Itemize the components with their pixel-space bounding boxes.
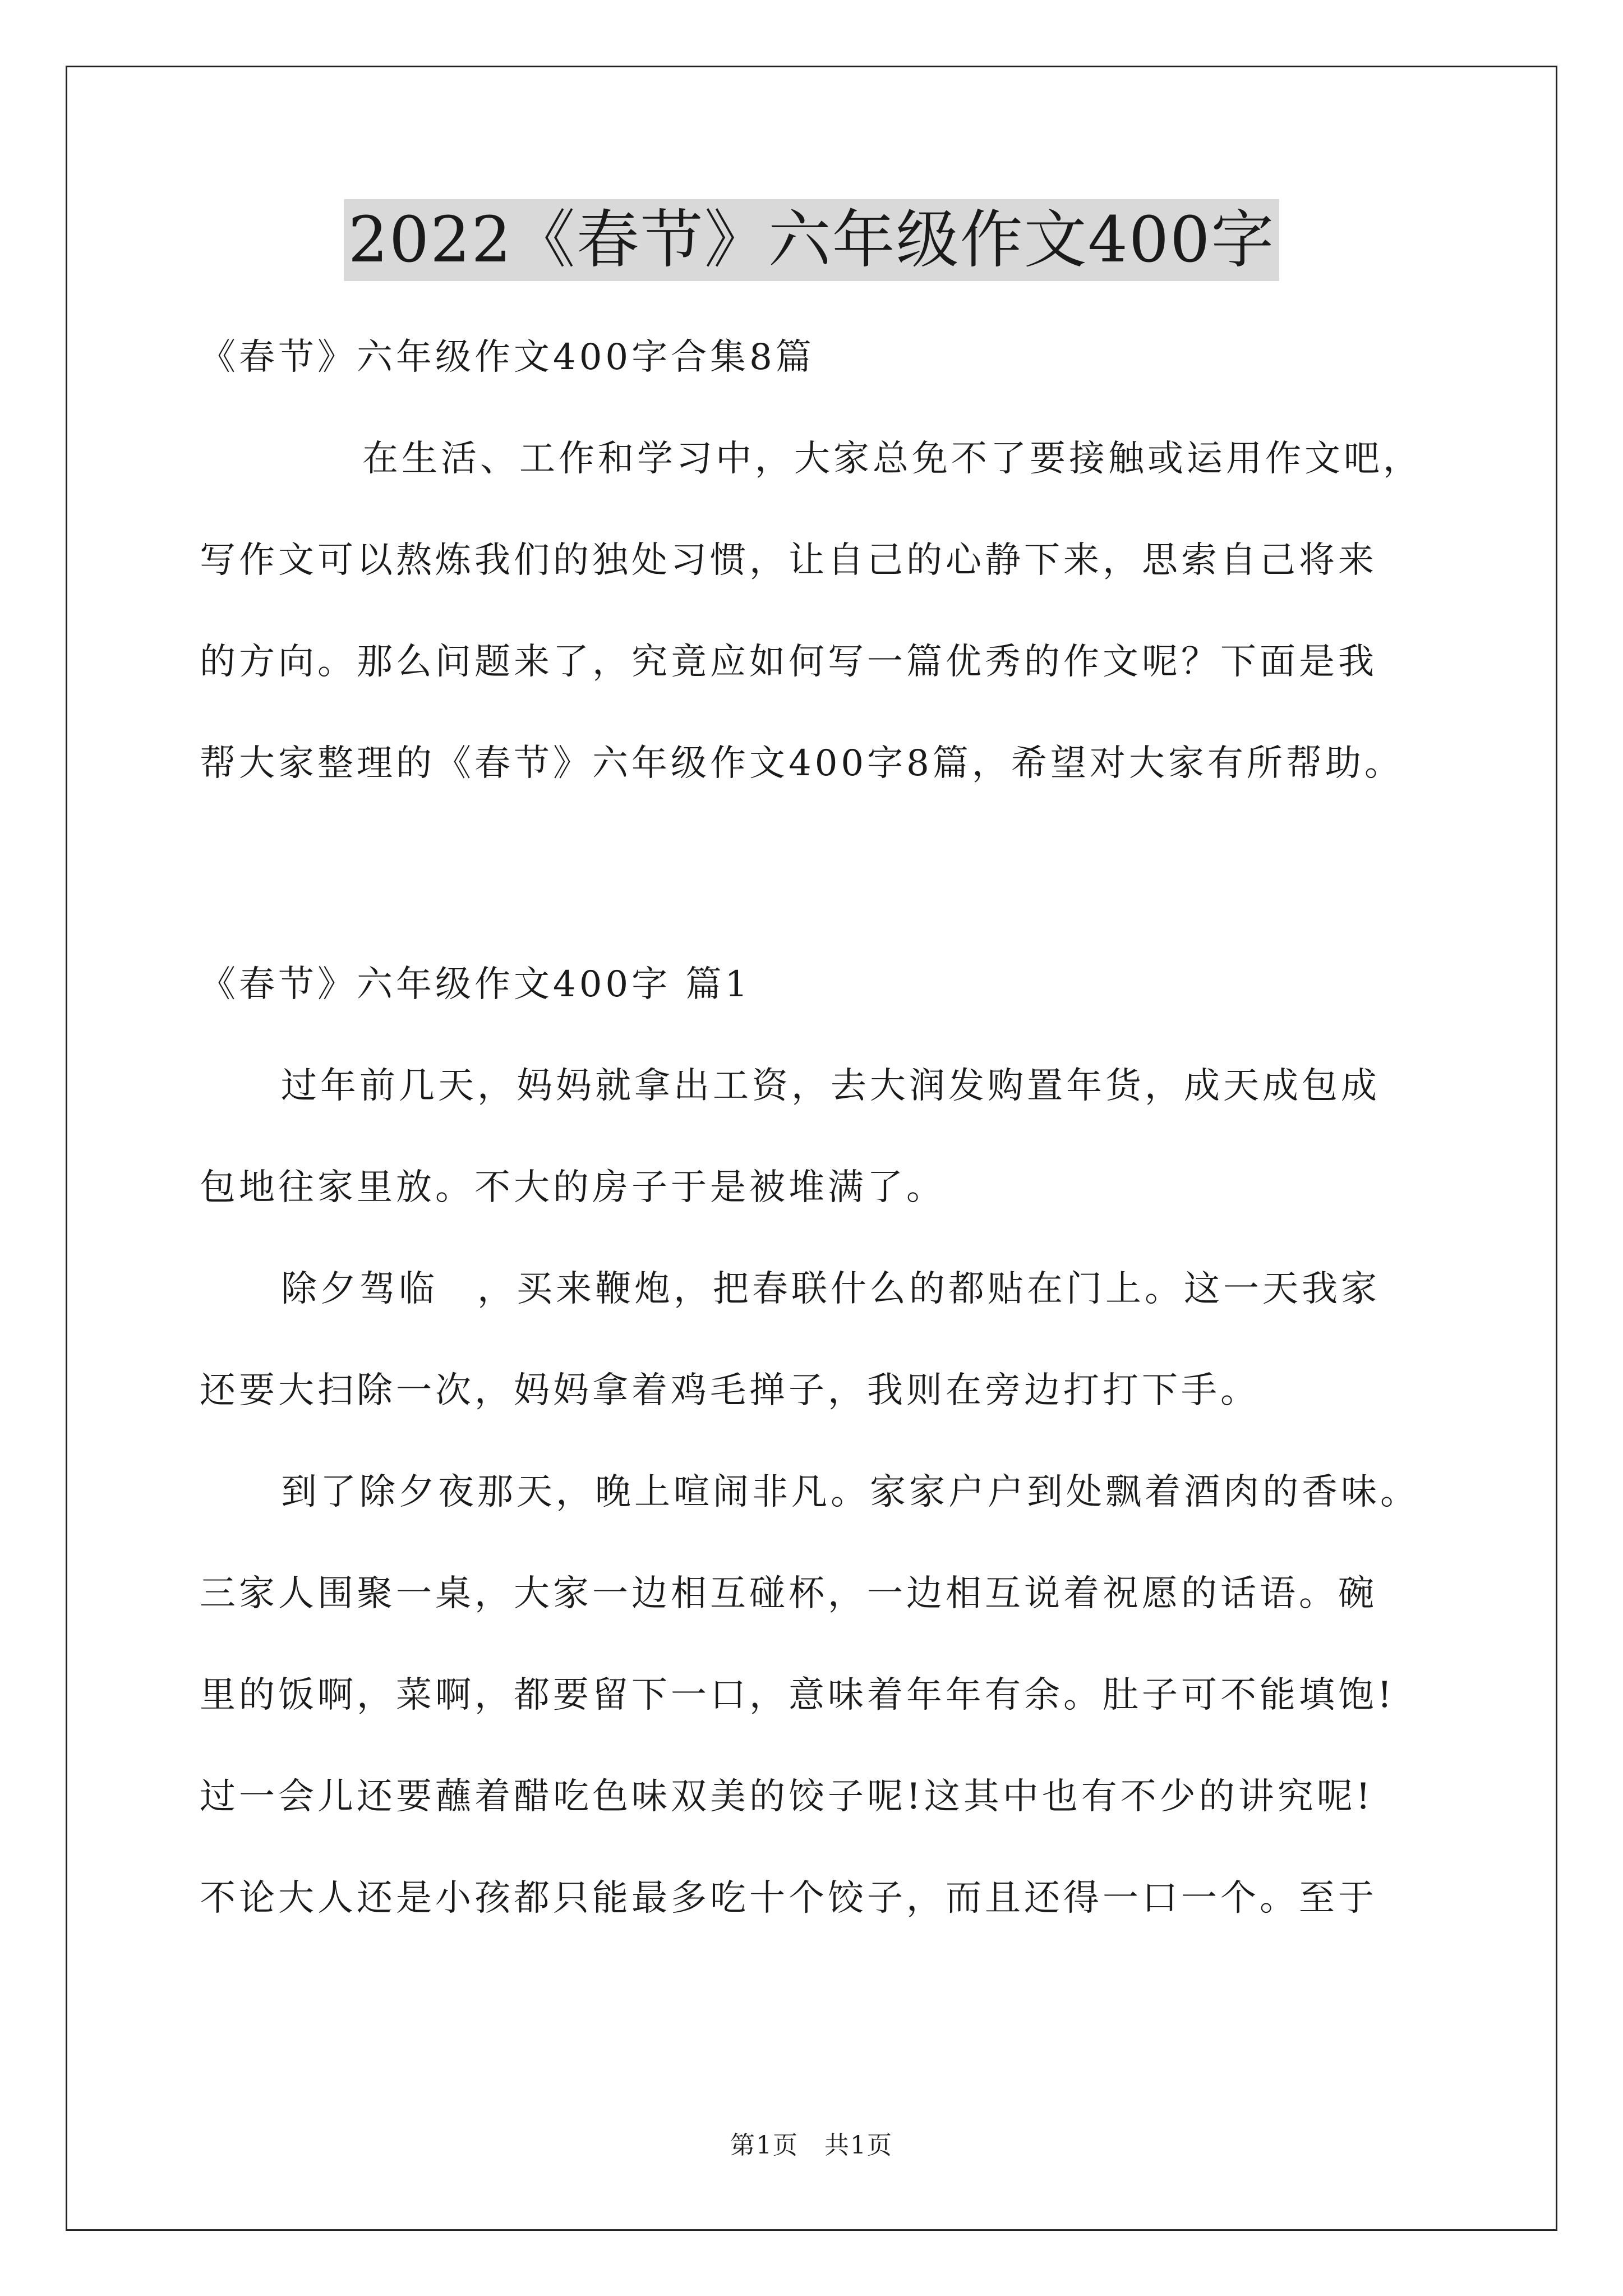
document-body xyxy=(200,303,1445,1925)
paragraph-line: 除夕驾临 ，买来鞭炮，把春联什么的都贴在门上。这一天我家 xyxy=(281,1268,1380,1310)
intro-line: 的方向。那么问题来了，究竟应如何写一篇优秀的作文呢？下面是我 xyxy=(200,641,1377,683)
intro-paragraph xyxy=(200,432,1445,790)
document-subtitle: 《春节》六年级作文400字合集8篇 xyxy=(200,337,815,378)
paragraph-line: 过年前几天，妈妈就拿出工资，去大润发购置年货，成天成包成 xyxy=(281,1065,1380,1107)
paragraph-2 xyxy=(200,1263,1445,1417)
paragraph-line: 到了除夕夜那天，晚上喧闹非凡。家家户户到处飘着酒肉的香味。 xyxy=(281,1471,1419,1513)
document-title: 2022《春节》六年级作文400字 xyxy=(344,199,1280,281)
section-heading: 《春节》六年级作文400字 篇1 xyxy=(200,964,751,1005)
paragraph-line: 包地往家里放。不大的房子于是被堆满了。 xyxy=(200,1167,946,1208)
title-container xyxy=(0,199,1623,281)
paragraph-line: 不论大人还是小孩都只能最多吃十个饺子，而且还得一口一个。至于 xyxy=(200,1878,1377,1919)
page-number-footer: 第1页 共1页 xyxy=(730,2131,893,2160)
paragraph-1 xyxy=(200,1060,1445,1214)
intro-line: 写作文可以熬炼我们的独处习惯，让自己的心静下来，思索自己将来 xyxy=(200,540,1377,581)
intro-line: 帮大家整理的《春节》六年级作文400字8篇，希望对大家有所帮助。 xyxy=(200,743,1404,784)
paragraph-line: 过一会儿还要蘸着醋吃色味双美的饺子呢!这其中也有不少的讲究呢! xyxy=(200,1776,1374,1818)
paragraph-line: 还要大扫除一次，妈妈拿着鸡毛掸子，我则在旁边打打下手。 xyxy=(200,1370,1260,1411)
paragraph-line: 里的饭啊，菜啊，都要留下一口，意味着年年有余。肚子可不能填饱! xyxy=(200,1674,1395,1716)
intro-line: 在生活、工作和学习中，大家总免不了要接触或运用作文吧， xyxy=(362,438,1422,480)
paragraph-line: 三家人围聚一桌，大家一边相互碰杯，一边相互说着祝愿的话语。碗 xyxy=(200,1573,1377,1614)
paragraph-3 xyxy=(200,1466,1445,1925)
